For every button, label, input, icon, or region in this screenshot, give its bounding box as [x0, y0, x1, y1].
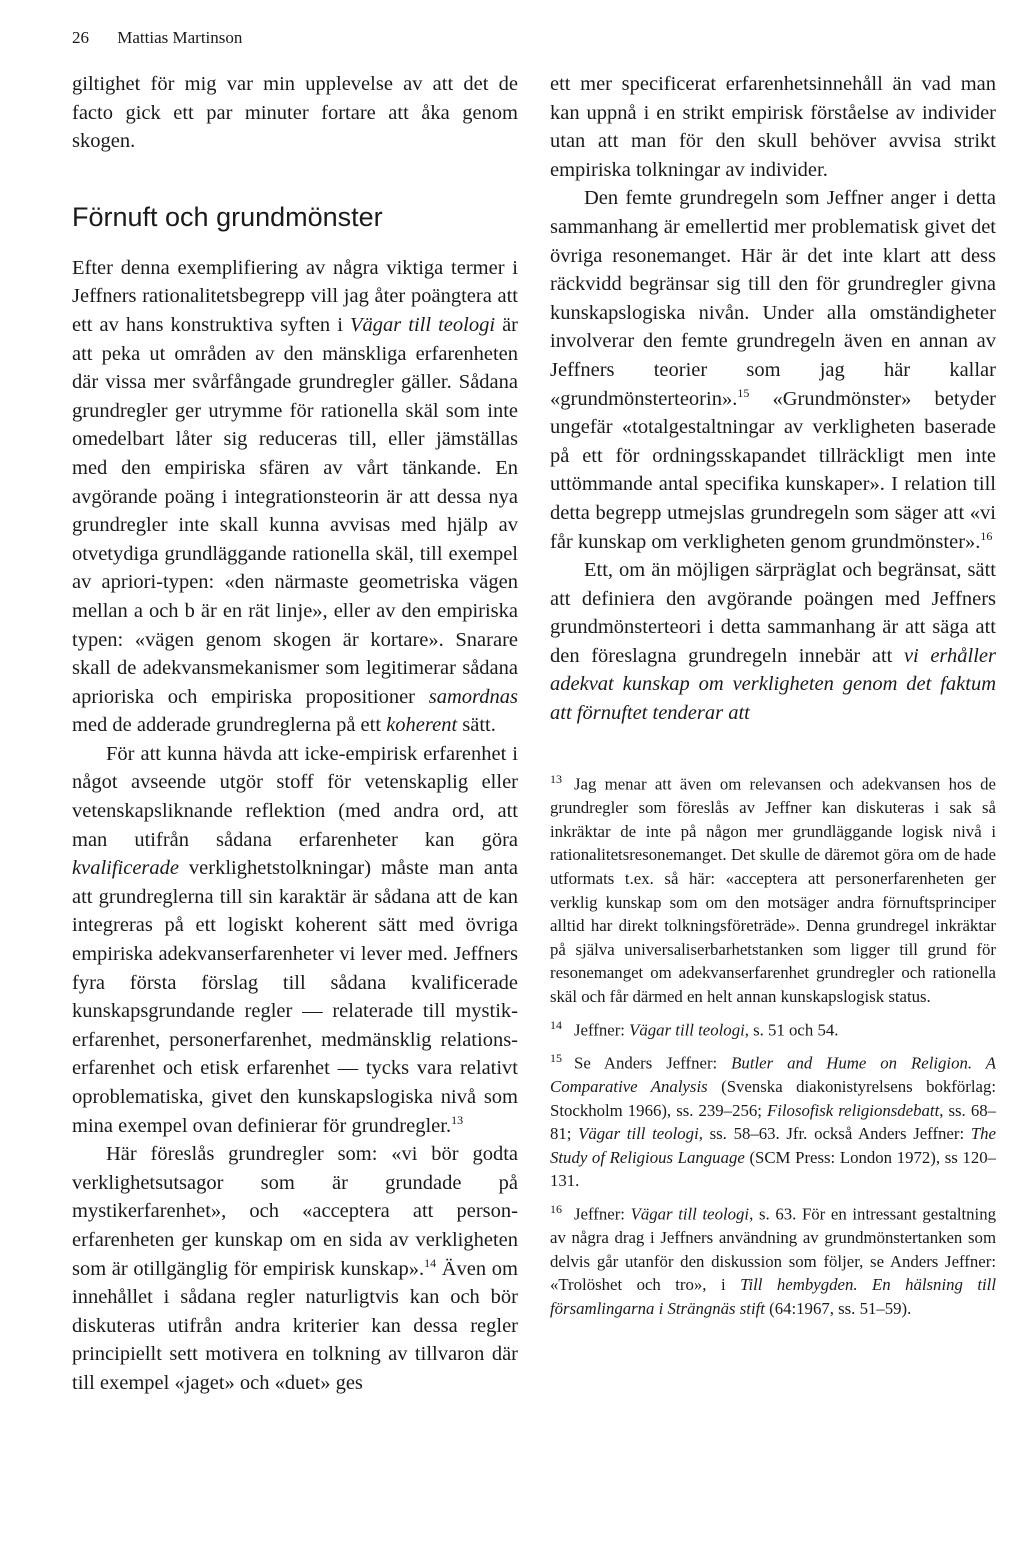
- running-author: Mattias Martinson: [117, 28, 243, 47]
- footnote-16: $^{16}$ Jeffner: Vägar till teologi, s. 63. För en intressant gestaltning av några drag i Jeffners användning av grundmönstertanken som delvis går utanför den diskussion som följer, se Anders Jeffner: «Trolöshet och tro», i Till hembygden. En hälsning till församlingarna i Strängnäs stift (64:1967, ss. 51–59).: [550, 1201, 996, 1318]
- section-heading: Förnuft och grundmönster: [72, 201, 383, 232]
- emphasis: kvalificerade: [72, 857, 180, 880]
- paragraph-r3: Ett, om än möjligen särpräglat och begränsat, sätt att definiera den avgörande poängen med Jeffners grundmönsterteori i detta sammanhang är att säga att den föreslagna grundregeln innebär att vi erhåller adekvat kunskap om verkligheten genom det faktum att förnuftet tenderar att: [550, 559, 996, 725]
- footnote-ref-15[interactable]: 15: [737, 385, 750, 400]
- emphasis: samordnas: [428, 685, 518, 708]
- footnote-ref-16[interactable]: 16: [980, 528, 993, 543]
- left-column: [72, 70, 518, 1398]
- emphasis: koherent: [386, 714, 458, 737]
- footnote-13: $^{13}$ Jag menar att även om relevansen och adekvansen hos de grundregler som föreslås av Jeffner kan diskuteras i sak så inkräktar de inte på någon mer grundläggande logisk nivå i rationalitetsresonemanget. Det skulle de däremot göra om de hade utformats t.ex. så här: «acceptera att personerfarenheten ger verklig kunskap som om den motsäger andra förnuftsprinciper alltid har direkt tolkningsföreträde». Denna grundregel inkräktar på själva universaliserbarhetstanken som ligger till grund för resonemanget om adekvanserfarenhet grundregler och rationella skäl och får därmed en helt annan kunskapslogisk status.: [550, 772, 996, 1006]
- footnote-ref-13[interactable]: 13: [451, 1112, 464, 1127]
- footnote-14: $^{14}$ Jeffner: Vägar till teologi, s. 51 och 54.: [550, 1017, 839, 1040]
- paragraph-3: Här föreslås grundregler som: «vi bör godta verklighetsutsagor som är grundade på mystikerfarenhet», och «acceptera att person-erfarenheten ger kunskap om en sida av verkligheten som är otillgänglig för empirisk kunskap».$^{14}$ Även om innehållet i sådana regler naturligtvis kan och bör diskuteras utifrån andra kriterier kan dessa regler principiellt sett motivera en tolkning av tillvaron där till exempel «jaget» och «duet» ges: [72, 1143, 518, 1394]
- page-number: 26: [72, 28, 89, 47]
- running-head: [72, 28, 242, 48]
- intro-paragraph: giltighet för mig var min upplevelse av att det de facto gick ett par minuter fortare att åka genom skogen.: [72, 73, 518, 153]
- footnotes: [550, 768, 996, 1325]
- paragraph-1: Efter denna exemplifiering av några viktiga termer i Jeffners rationalitetsbegrepp vill jag åter poängtera att ett av hans konstruktiva syften i Vägar till teologi är att peka ut områden av den mänskliga erfarenheten där vissa mer svårfångade grundregler gäller. Sådana grundregler ger utrymme för rationella skäl som inte omedelbart låter sig reduceras till, eller jämställas med den empiriska sfären av vårt tänkande. En avgörande poäng i integrationsteorin är att dessa nya grundregler inte skall kunna avvisas med hjälp av otvetydiga grundläggande rationella skäl, till exempel av apriori-typen: «den närmaste geometriska vägen mellan a och b är en rät linje», eller av den empiriska typen: «vägen genom skogen är kortare». Snarare skall de adekvansmekanismer som legitimerar sådana aprioriska och empiriska propositioner samordnas med de adderade grundreglerna på ett koherent sätt.: [72, 256, 519, 737]
- footnote-15: $^{15}$ Se Anders Jeffner: Butler and Hume on Religion. A Comparative Analysis (Svenska diakonistyrelsens bokförlag: Stockholm 1966), ss. 239–256; Filosofisk religionsdebatt, ss. 68–81; Vägar till teologi, ss. 58–63. Jfr. också Anders Jeffner: The Study of Religious Language (SCM Press: London 1972), ss 120–131.: [550, 1050, 996, 1191]
- book-title: Vägar till teologi: [349, 313, 496, 336]
- emphasis: vi erhåller adekvat kunskap om verkligheten genom det faktum att förnuftet tenderar att: [550, 644, 996, 725]
- paragraph-r1: ett mer specificerat erfarenhetsinnehåll än vad man kan uppnå i en strikt empirisk förståelse av individer utan att man för den skull behöver avvisa strikt empiriska tolkningar av individer.: [550, 73, 996, 181]
- paragraph-2: För att kunna hävda att icke-empirisk erfarenhet i något avseende utgör stoff för vetenskaplig eller vetenskapsliknande reflektion (med andra ord, att man utifrån sådana erfarenheter kan göra kvalificerade verklighetstolkningar) måste man anta att grundreglerna till sin karaktär är sådana att de kan integreras på ett logiskt koherent sätt med övriga empiriska adekvanserfarenheter vi lever med. Jeffners fyra första förslag till sådana kvalificerade kunskapsgrundande regler — relaterade till mystik-erfarenhet, personerfarenhet, medmänsklig relations-erfarenhet och etisk erfarenhet — tycks vara relativt oproblematiska, givet den kunskapslogiska nivå som mina exempel ovan definierar för grundregler.$^{13}$: [72, 742, 518, 1137]
- paragraph-r2: Den femte grundregeln som Jeffner anger i detta sammanhang är emellertid mer problematisk givet det övriga resonemanget. Här är det inte klart att dess räckvidd begränsar sig till den för grundregler givna kunskapslogiska nivån. Under alla omständigheter involverar den femte grundregeln även en annan av Jeffners teorier som jag här kallar «grundmönsterteorin».$^{15}$ «Grundmönster» betyder ungefär «totalgestaltningar av verkligheten baserade på ett för ordningsskapandet tillräckligt men inte uttömmande antal specifika kunskaper». I relation till detta begrepp utmejslas grundregeln som säger att «vi får kunskap om verkligheten genom grundmönster».$^{16}$: [550, 187, 996, 553]
- footnote-ref-14[interactable]: 14: [424, 1255, 437, 1270]
- right-column: [550, 70, 996, 728]
